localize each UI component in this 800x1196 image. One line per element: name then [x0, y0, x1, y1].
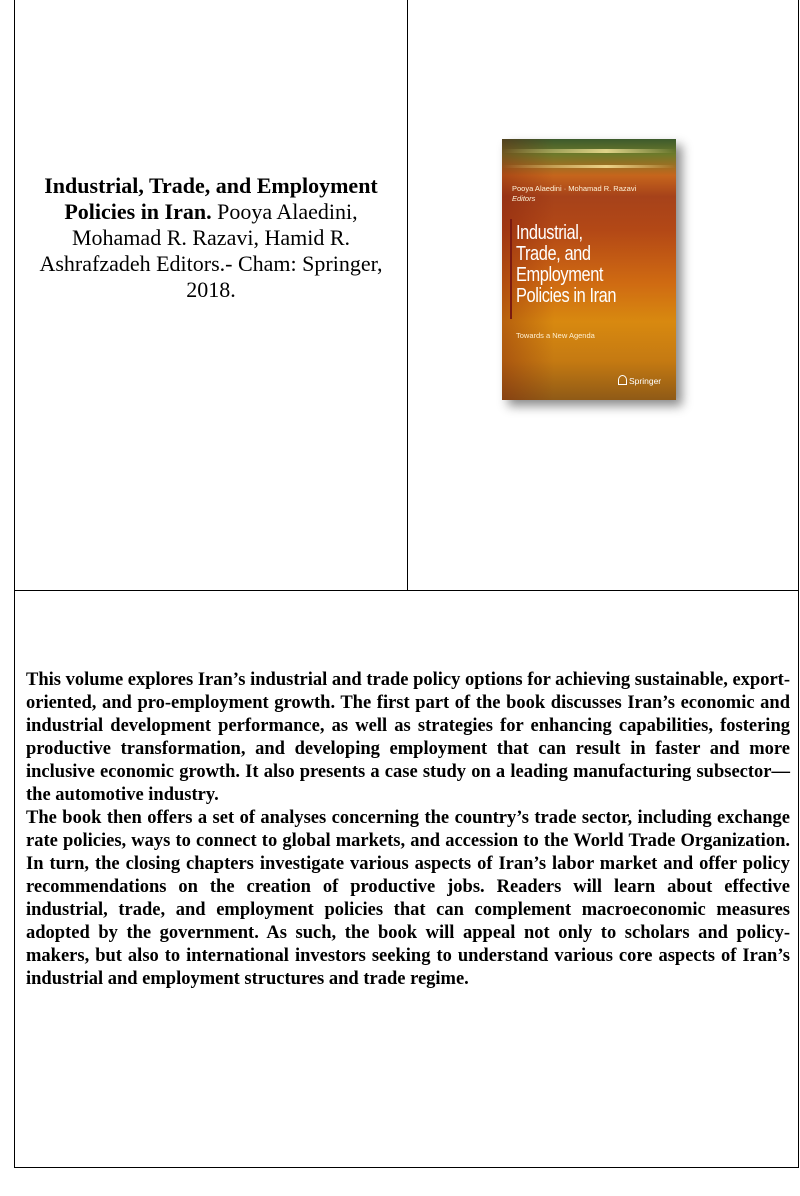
cover-publisher-label: Springer [629, 376, 662, 386]
cover-streak [502, 149, 676, 153]
cover-subtitle: Towards a New Agenda [516, 331, 595, 340]
cover-title-line: Trade, and [516, 243, 591, 265]
cover-title-line: Employment [516, 264, 604, 286]
citation-cell [15, 0, 408, 590]
cover-title-line: Industrial, [516, 222, 583, 244]
book-citation [25, 173, 397, 303]
cover-title-line: Policies in Iran [516, 285, 617, 307]
book-abstract [26, 669, 790, 991]
springer-horse-icon [618, 375, 627, 385]
abstract-paragraph-1: This volume explores Iran’s industrial and trade policy options for achieving sustainable, export-oriented, and pro-employment growth. The first part of the book discusses Iran’s economic and industrial development performance, as well as strategies for enhancing capabilities, fostering productive transformation, and developing employment that can result in faster and more inclusive economic growth. It also presents a case study on a leading manufacturing subsector—the automotive industry. [26, 670, 790, 805]
cover-streak [502, 165, 676, 168]
citation-details: Pooya Alaedini, Mohamad R. Razavi, Hamid R. Ashrafzadeh Editors.- Cham: Springer, 2018. [39, 198, 383, 302]
cover-title [516, 223, 647, 307]
page-frame [14, 0, 799, 1168]
cover-cell [408, 0, 798, 590]
cover-publisher [618, 375, 661, 386]
abstract-paragraph-2: The book then offers a set of analyses concerning the country’s trade sector, including exchange rate policies, ways to connect to global markets, and accession to the World Trade Organization. In turn, the closing chapters investigate various aspects of Iran’s labor market and offer policy recommendations on the creation of productive jobs. Readers will learn about effective industrial, trade, and employment policies that can complement macroeconomic measures adopted by the government. As such, the book will appeal not only to scholars and policy-makers, but also to international investors seeking to understand various core aspects of Iran’s industrial and employment structures and trade regime. [26, 808, 790, 989]
top-row [15, 0, 798, 591]
cover-divider [510, 219, 512, 319]
citation-title: Industrial, Trade, and Employment Policies in Iran. [44, 172, 378, 224]
cover-editors: Editors [512, 194, 536, 203]
cover-authors: Pooya Alaedini · Mohamad R. Razavi [512, 184, 637, 193]
book-cover [502, 139, 676, 400]
